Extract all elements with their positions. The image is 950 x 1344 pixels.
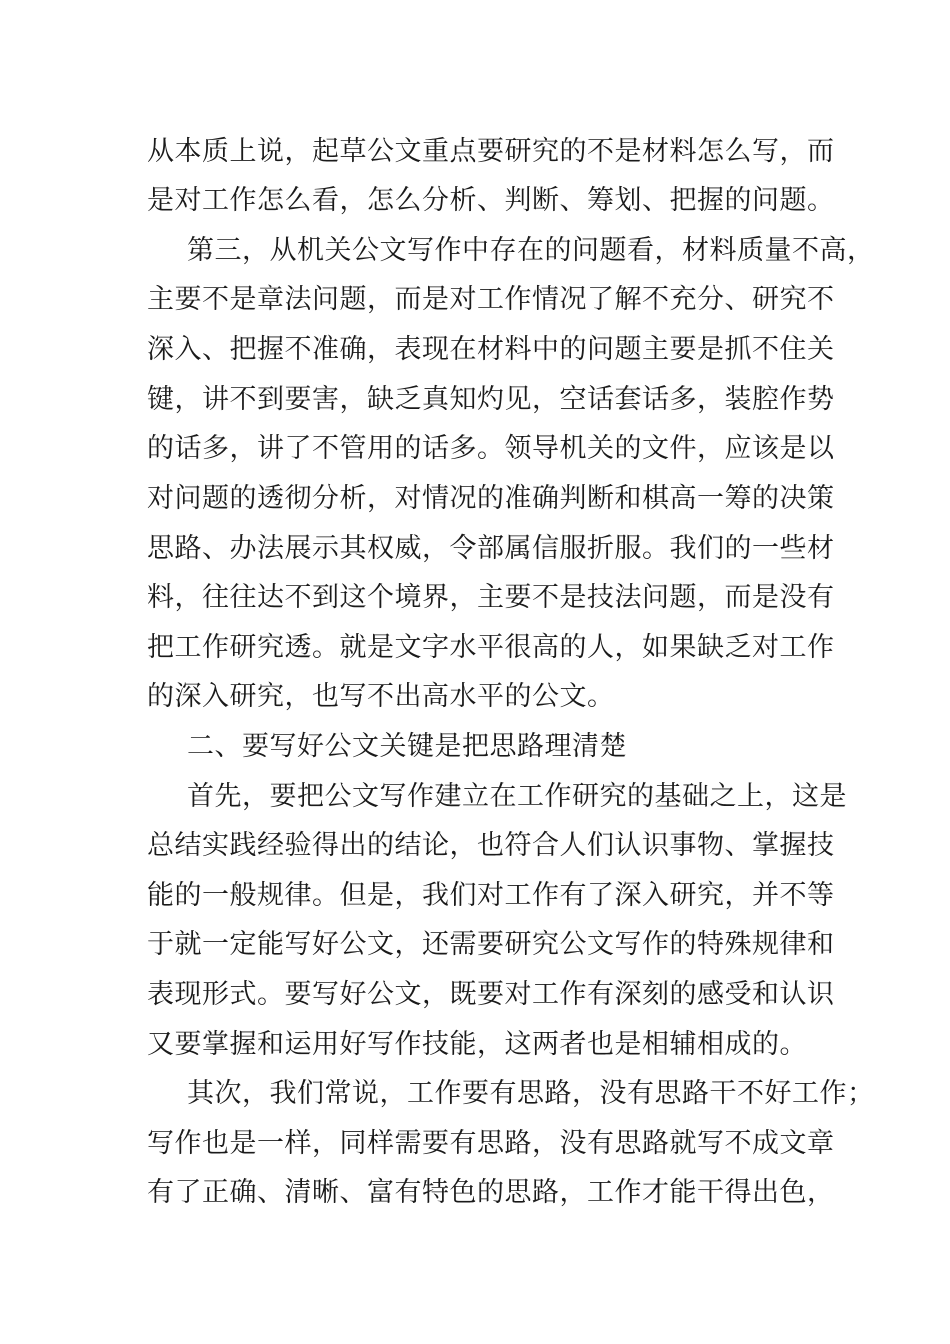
text-line: 深入、把握不准确，表现在材料中的问题主要是抓不住关 [147, 334, 835, 365]
text-line: 主要不是章法问题，而是对工作情况了解不充分、研究不 [147, 284, 835, 315]
text-line: 对问题的透彻分析，对情况的准确判断和棋高一筹的决策 [147, 483, 835, 514]
text-line: 总结实践经验得出的结论，也符合人们认识事物、掌握技 [147, 830, 835, 861]
text-line: 从本质上说，起草公文重点要研究的不是材料怎么写，而 [147, 136, 835, 167]
text-line: 的话多，讲了不管用的话多。领导机关的文件，应该是以 [147, 433, 835, 464]
text-line: 把工作研究透。就是文字水平很高的人，如果缺乏对工作 [147, 632, 835, 663]
text-line: 的深入研究，也写不出高水平的公文。 [147, 681, 615, 712]
section-heading: 二、要写好公文关键是把思路理清楚 [187, 731, 627, 762]
paragraph-start-line: 首先，要把公文写作建立在工作研究的基础之上，这是 [187, 781, 847, 812]
text-line: 写作也是一样，同样需要有思路，没有思路就写不成文章 [147, 1128, 835, 1159]
text-line: 思路、办法展示其权威，令部属信服折服。我们的一些材 [147, 533, 835, 564]
text-line: 能的一般规律。但是，我们对工作有了深入研究，并不等 [147, 880, 835, 911]
text-line: 有了正确、清晰、富有特色的思路，工作才能干得出色， [147, 1177, 835, 1208]
text-line: 又要掌握和运用好写作技能，这两者也是相辅相成的。 [147, 1029, 807, 1060]
text-line: 键，讲不到要害，缺乏真知灼见，空话套话多，装腔作势 [147, 384, 835, 415]
paragraph-start-line: 第三，从机关公文写作中存在的问题看，材料质量不高， [187, 235, 875, 266]
text-line: 料，往往达不到这个境界，主要不是技法问题，而是没有 [147, 582, 835, 613]
text-line: 表现形式。要写好公文，既要对工作有深刻的感受和认识 [147, 979, 835, 1010]
paragraph-start-line: 其次，我们常说，工作要有思路，没有思路干不好工作； [187, 1078, 875, 1109]
text-line: 于就一定能写好公文，还需要研究公文写作的特殊规律和 [147, 929, 835, 960]
text-line: 是对工作怎么看，怎么分析、判断、筹划、把握的问题。 [147, 185, 835, 216]
